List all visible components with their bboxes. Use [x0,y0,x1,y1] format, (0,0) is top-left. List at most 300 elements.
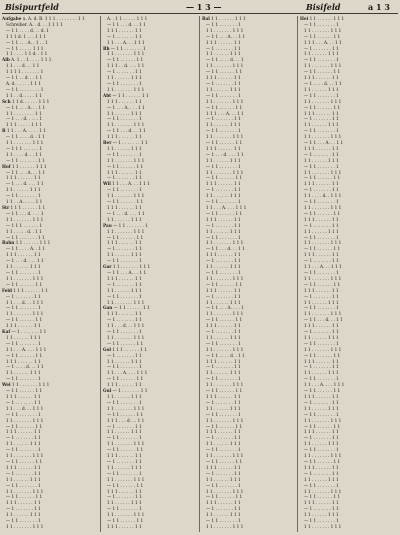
entry-name: Gol [103,346,111,352]
entry-text: — 1 1 . . . . . . 1 1 [107,57,144,63]
entry-text: 1 1 . . . . d. . . 1 1 [6,151,42,157]
entry-text: 1 1 . . . . . . . 1 1 1 [206,275,244,281]
entry-text: — 1 1 . . . . . . 1 1 [206,140,243,146]
entry-text: 1 1 . . . . . . 1 1 1 [304,122,339,128]
entry-text: 1 1 . . . . . . 1 1 1 [206,512,241,518]
entry-text: 1 1 1 . . . A. . . 1 1 [206,110,244,116]
entry-text: — 1 1 . . . d. . . 1 1 [107,21,146,27]
entry-text: 1 1 . . . . . . 1 1 1 [211,16,246,21]
entry-text: 1 1 . . . . . . . 1 1 1 [107,512,145,518]
entry-text: — 1 . . . . . . . 1 1 [304,329,339,335]
entry-text: 1 1 . . . . . . . 1 1 1 [304,346,342,352]
entry-text: 1 1 . . . . . . . 1 1 1 [107,228,145,234]
entry-name: Gar [103,264,112,270]
entry-text: — 1 1 . . . . . . . 1 [304,92,339,98]
entry-text: — 1 . . . . . . . 1 1 [6,293,41,299]
entry-text: — 1 1 . . . . . . 1 1 [304,246,341,252]
entry-text: 1 1 . . . . . . . 1 1 1 [6,417,44,423]
entry-text: — 1 . . . d. . . . 1 1 [6,181,44,187]
entry-text: — 1 1 . . . . d. . . d. 1 [6,27,49,33]
entry-text: 1 1 1 . . . . . . 1 1 [206,323,241,329]
column-divider [100,16,101,532]
entry-text: — 1 1 . . . . . . . 1 [107,116,142,122]
entry-name: Bahn [2,240,15,246]
entry-text: — 1 . . . A. . . . 1 1 [107,104,145,110]
entry-text: 1 1 . . . . . . . 1 1 1 [112,264,151,270]
entry-text: — 1 . . . . . . . 1 1 [304,364,339,370]
entry-text: 1 1 . . . . . . . 1 1 1 [6,275,44,281]
entry-text: 1 1 . . . . . . . 1 1 1 [304,523,342,529]
entry-text: — 1 1 . . . . . . . 1 [206,376,241,382]
entry-text: 1 1 . . . . . . . 1 1 1 [304,240,342,246]
entry-text: — 1 . . . . . . . 1 1 [304,506,339,512]
entry-text: — 1 1 1 . . . . . . 1 [6,145,43,151]
entry-text: — 1 1 . . . . . . . . 1 [6,86,44,92]
entry-text: — 1 1 . . . . . . 1 1 [6,423,43,429]
entry-text: 1 1 . . . . . . 1 1 1 [309,16,345,21]
entry-text: 1 1 . . . . . . . 1 1 1 [107,157,145,163]
entry-text: — 1 1 . . . . . . 1 1 [6,388,43,394]
entry-text: 1 1 . . . . . . 1 1 1 [206,51,241,57]
entry-text: — 1 1 . . . . A. . 1 1 [6,246,46,252]
entry-name: Feld [2,287,12,293]
entry-text: 1 1 1 . . . . . . 1 1 [6,394,41,399]
entry-text: A. d. . . . . . 1 1 1 [6,80,41,86]
entry-text: — 1 1 1 . . . . . . 1 [6,222,43,228]
entry-text: — 1 1 . . . . . . 1 1 [304,69,341,75]
entry-text: 1 1 . . . . . . 1 1 1 [107,358,142,364]
entry-text: 1 1 . . . . . . 1 1 1 [206,441,241,447]
entry-text: — 1 1 . . . . d. . 1 1 [206,352,245,358]
entry-text: — 1 . . . . . . . 1 1 [206,80,241,86]
entry-text: 1 1 . . . . . . . 1 1 1 [6,216,44,222]
entry-text: 1 1 . . . . . . . 1 1 1 [304,27,342,33]
entry-text: — 1 . . . . . . . 1 1 [206,399,241,405]
entry-text: 1 1 1 . . . . . . 1 1 [304,110,339,116]
entry-text: 1 1 1 . . . . . . 1 1 [107,275,142,281]
entry-text: — 1 1 . . . . . . 1 1 [6,458,43,464]
entry-text: — 1 1 . . . . . . . 1 [206,482,241,488]
entry-text: — 1 1 . . . . . . . 1 [206,199,241,205]
entry-text: — 1 . . . d. . . . 1 1 [107,210,145,216]
entry-text: 1 1 . . . . . . . . 1 1 [6,110,42,116]
entry-text: — 1 . . . . . . . 1 1 [206,45,241,51]
entry-text: 1 1 . . . d. . . 1 1 1 [6,405,44,411]
entry-text: 1 1 . . . . . . . 1 1 1 [6,523,44,529]
entry-text: — 1 1 . . . . . . 1 1 [113,305,150,311]
directory-column-1 [2,16,99,532]
entry-text: — 1 1 . . . d. . . 1 1 [304,317,343,323]
entry-text: — 1 1 . . . . . . . 1 [107,506,142,512]
entry-text: 1 1 . . . . . . . 1 1 1 [107,476,145,482]
entry-text: — 1 1 . . . . . 1 1 1 [6,45,44,51]
entry-text: — 1 . . . . . . . 1 1 [206,293,241,299]
entry-text: — 1 1 . . . . . . 1 1 [107,447,144,453]
entry-text: — 1 . . . d. . . . 1 1 [6,258,44,264]
entry-text: 1 1 . . . d. . . 1 1 1 [107,323,145,329]
entry-text: 1 1 . . . . . . 1 1 1 [304,441,339,447]
entry-text: — 1 1 . . . . . . . 1 [107,293,142,299]
entry-text: 1 1 . . . . . . 1 1 1 [6,441,41,447]
entry-text: 1 1 . . . A. . . . 1 1 1 [6,346,47,352]
entry-text: — 1 . . . . . . . 1 1 [206,116,241,122]
entry-text: — 1 . . . . . . . 1 1 [6,506,41,512]
entry-name: Wil [103,181,111,187]
entry-text: — 1 1 . . . . . . 1 1 [107,163,144,169]
entry-text: 1 1 . . . . . . 1 1 1 [304,334,339,340]
entry-name: Hof [2,163,11,169]
entry-text: — 1 1 . . . . . . 1 1 [6,317,43,323]
entry-text: — 1 . . . . . . . 1 1 [107,281,142,287]
entry-text: 1 1 . . . . . . . 1 1 1 [107,441,145,447]
header-right-keyword: Bisifeld [306,2,341,12]
entry-text: 1 1 . . . . . . . 1 1 1 [304,417,342,423]
entry-text: A. . 1 1 . . . . . 1 1 1 [107,16,148,21]
entry-text: — 1 1 . . . . . . . 1 [6,376,41,382]
entry-text: — 1 . . . . . . . 1 1 [304,293,339,299]
entry-text: 1 1 1 . . . . . . 1 1 [206,145,241,151]
entry-name: Str [2,205,10,210]
entry-name: Gul [103,388,112,394]
entry-text: 1 1 . . . . . . . 1 1 1 [206,453,244,459]
entry-text: 1 1 . . . . . . 1 1 1 [304,512,339,518]
entry-text: — 1 . . . . . . . 1 1 [206,364,241,370]
entry-text: 1 1 1 . . . . . . 1 1 [206,181,241,187]
entry-text: — 1 1 . . . . . . 1 1 [304,175,341,181]
entry-text: 1 1 1 d. 1 . . . 1 1 1 [6,33,46,39]
entry-text: — 1 1 . . . . . . . 1 [304,163,339,169]
entry-text: 1 1 . . . . . . 1 1 1 [304,405,339,411]
entry-text: 1 1 . . . . . . . 1 1 1 [206,134,244,140]
entry-name: Ber [103,140,112,146]
entry-text: — 1 1 . . . . . . . 1 [6,518,41,524]
entry-text: 1 1 1 . . . . . . 1 1 [304,145,339,151]
entry-text: 1 1 . . A. . . . . 1 1 [6,199,43,205]
entry-text: — 1 1 . . . A. . . 1 1 [304,140,344,146]
entry-text: 1 1 1 . . . . . . 1 1 [304,75,339,81]
entry-text: 1 1 . . . A. . . 1 1 1 [107,39,145,45]
entry-text: — 1 . . . . . . . 1 1 [304,470,339,476]
entry-text: 1 1 . . . . . . . 1 1 1 [107,86,145,92]
entry-text: 1 1 . . . . . . 1 1 1 [206,193,241,199]
entry-text: — 1 1 . . . A. . . 1 1 [6,104,46,110]
entry-text: — 1 1 . . . . . . 1 1 [304,281,341,287]
entry-text: 1 1 1 . . . . . . 1 1 [6,175,41,181]
entry-text: 1 1 1 . . . . . . 1 1 [6,429,41,435]
directory-entry [300,524,397,530]
entry-text: Schreiber. A. . d. . . 1 1 1 1 [6,21,63,27]
entry-text: 1 1 1 . . . . . . 1 1 [107,98,142,104]
entry-text: — 1 . . . . . . . 1 1 [6,435,41,441]
entry-text: — 1 1 . . . A. . . 1 1 [206,33,246,39]
entry-text: — 1 1 . . . . . . . 1 [6,482,41,488]
header-page-ref: a 1 3 [368,2,390,12]
entry-text: — 1 1 . . . . . . 1 1 [206,104,243,110]
entry-text: — 1 1 . . . . . . 1 1 [6,281,43,287]
entry-text: — 1 1 . . . . . . . 1 [107,151,142,157]
entry-text: — 1 1 . . . . . . . 1 [107,364,142,370]
entry-text: 1 1 . . . . . . . 1 1 1 [304,275,342,281]
entry-text: — 1 . . . . . . . 1 1 [304,435,339,441]
entry-text: — 1 1 . . . . . . . 1 [304,376,339,382]
entry-text: 1 1 . . . . . . . 1 1 1 [107,51,145,57]
entry-text: 1 1 1 . . . . . . 1 1 [206,464,241,470]
entry-text: — 1 1 . . . . . . . 1 [304,128,339,134]
entry-text: 1 1 . . . . . . 1 1 1 [107,145,142,151]
entry-text: — 1 1 . . . . . . 1 1 [304,423,341,429]
entry-text: 1 1 1 . . . . . . 1 1 [304,464,339,470]
entry-text: — 1 1 . . . . . . . 1 [206,234,241,240]
entry-text: — 1 . . . . . . . 1 1 [107,423,142,429]
entry-text: 1 1 . . . . . . 1 1 1 [206,299,241,305]
entry-text: 1 1 1 . . . . . . 1 1 [206,500,241,506]
entry-text: 1 1 . . . . . . 1 1 1 [206,157,241,163]
entry-text: — 1 . . . . . . . 1 1 [6,470,41,476]
entry-name: Aufgabe [2,16,22,21]
entry-text: 1 1 1 . . . . . . 1 1 [304,323,339,329]
entry-text: 1 1 . . . . . . . 1 1 1 [206,240,244,246]
header-rule [2,13,398,14]
entry-text: — 1 1 . . . . . . . 1 [110,45,146,51]
entry-text: — 1 1 . . . . . . . 1 [304,447,339,453]
entry-text: 1 1 . . . . . . 1 1 1 [206,122,241,128]
entry-text: 1 1 1 . . . . . . 1 1 [206,429,241,435]
entry-text: — 1 1 . . . . . . . 1 [6,305,41,311]
entry-name: Pau [103,222,112,228]
entry-text: — 1 1 . . . . . . 1 1 [107,234,144,240]
entry-text: 1 1 . . . . d. . 1 1 1 [304,193,342,199]
entry-text: 1 1 1 . . . . . . 1 1 [206,252,241,258]
entry-text: — 1 . . . . . . . 1 1 [107,246,142,252]
directory-column-4 [300,16,397,532]
entry-text: — 1 1 . . . . d. . . 1 [206,57,244,63]
entry-text: 1 1 . . . . . . 1 1 1 [206,334,241,340]
entry-name: Sch [2,98,11,104]
entry-text: 1 1 . . . . . . 1 1 1 [304,51,339,57]
entry-text: 1 1 1 . . . . . . 1 1 [112,346,147,352]
entry-name: B [2,128,6,134]
entry-text: 1 1 . . . . . . . 1 1 1 [304,134,342,140]
entry-text: 1 1 1 . . . . . . 1 1 [206,216,241,222]
entry-text: — 1 . . . . d. . . 1 1 [304,80,342,86]
entry-text: — 1 1 . . . . . . 1 1 [304,33,341,39]
entry-text: 1 1 1 . . . . . . 1 1 [107,27,142,33]
entry-text: 1 1 1 . . . . . . 1 1 [304,429,339,435]
entry-text: 1 1 . . . . . . . 1 1 1 [6,140,44,146]
entry-text: — 1 1 . . . . . . . 1 [206,411,241,417]
entry-text: 1 1 . . . . . . 1 1 1 [6,187,41,193]
entry-text: — 1 1 . . . . . . 1 1 [107,411,144,417]
entry-text: 1 1 . . . . . d. . 1 1 [6,228,42,234]
entry-text: — 1 . . . . . . . 1 1 [107,317,142,323]
entry-name: Rh [103,45,110,51]
entry-text: — 1 . . . . . . . 1 1 [107,458,142,464]
entry-text: 1 1 . . d. . . . . 1 1 [6,92,42,98]
entry-text: — 1 1 . . . . . . 1 1 [304,458,341,464]
entry-name: Wei [2,382,11,388]
entry-text: — 1 . . . . . . . 1 1 [6,399,41,405]
entry-text: — 1 1 . . . . . . . 1 [304,269,339,275]
entry-text: — 1 . . . . . . . 1 1 [107,494,142,500]
entry-text: — 1 1 . . . . . . . 1 1 [6,157,45,163]
entry-text: 1 1 . . . A. . . . 1 1 1 [107,370,148,376]
entry-text: — 1 1 . . . . . . . 1 [107,329,142,335]
entry-text: 1 1 1 . . . . . . 1 1 [107,488,142,494]
entry-text: — 1 1 . . d. . . 1 1 [6,75,43,81]
directory-entry [103,524,198,530]
entry-text: — 1 . . . . . . . 1 1 [304,187,339,193]
column-divider [297,16,298,532]
entry-text: 1 1 . . . . . . . 1 1 1 [206,346,244,352]
entry-text: 1 1 1 . . . . . . 1 1 [206,39,241,45]
entry-text: 1 1 1 . . . . . . 1 1 [304,500,339,506]
entry-text: — 1 . . . . . . . 1 1 [206,470,241,476]
entry-text: 1 1 . . . . . . . 1 1 1 [107,122,145,128]
entry-text: — 1 1 . . . . . . . 1 [206,128,241,134]
entry-text: — 1 . . . . . . . 1 1 [11,329,47,335]
entry-text: 1 1 . . . . . . . 1 1 1 [11,382,50,388]
entry-text: 1 1 . . . . . . . 1 1 1 [107,193,145,199]
entry-text: — 1 1 . . . . . . . 1 [206,269,241,275]
entry-text: 1 1 1 . . . . . . 1 1 [107,311,142,317]
entry-text: 1 1 . . . . 1 1 d. . 1 1 [6,51,48,57]
entry-text: — 1 . . . . . . . 1 1 [206,329,241,335]
entry-text: — 1 1 . . . . . . 1 1 [6,494,43,500]
entry-name: Kaf [2,329,11,335]
entry-text: — 1 1 . . . . . . 1 1 [206,423,243,429]
entry-text: A. 1 . . 1 . . . . 1 1 1 [11,57,52,63]
entry-name: Hei [300,16,309,21]
entry-text: 1 1 . . . . . . . 1 1 1 [304,98,342,104]
entry-text: — 1 1 . . . . . . . 1 [304,518,339,524]
entry-text: 1 1 . . . . . . 1 1 1 [304,157,339,163]
entry-text: — 1 1 . . . . . . 1 1 [107,518,144,524]
entry-text: 1 1 . . . . . . 1 1 1 [6,264,41,270]
entry-text: — 1 . . . . . . . 1 1 [304,258,339,264]
directory-column-2 [103,16,198,532]
entry-text: — 1 1 . . . . . . . 1 [304,57,339,63]
entry-text: 1 1 . . . . . . . 1 1 1 [107,334,145,340]
entry-text: — 1 1 . . . . . . 1 1 [107,376,144,382]
entry-text: 1 1 . . . . . . . 1 1 1 [107,299,145,305]
entry-text: 1 1 . . . . . . . 1 1 1 [304,205,342,210]
entry-text: — 1 1 . . . . . . 1 1 [206,388,243,394]
entry-text: — 1 1 . . . . . . 1 1 [206,281,243,287]
entry-text: 1 1 1 . . . . . . 1 1 [107,240,142,246]
entry-text: u. A. d. B. 1 1 1 . . . . . . . . 1 1 [22,16,85,21]
header-left-keyword: Bisipurtfeld [5,2,59,12]
directory-entry [2,524,99,530]
entry-text: — 1 1 . . . A. . . 1 1 [6,169,46,175]
entry-text: 1 1 . . . . . . 1 1 1 [304,228,339,234]
entry-text: 1 1 1 . . . . . . 1 1 [13,287,48,293]
entry-text: 1 1 . . . . . . 1 1 1 [107,252,142,258]
entry-text: — 1 1 . . . . . . . 1 [304,234,339,240]
directory-column-3 [202,16,296,532]
entry-text: 1 1 . . . . . . 1 1 1 [6,512,41,518]
entry-text: — 1 1 . . . . . . . 1 [304,411,339,417]
entry-text: — 1 1 . . . A. . 1 . . 1 [6,39,48,45]
entry-text: 1 1 . . . . . . 1 1 1 [304,299,339,305]
entry-text: 1 1 . . . . . . 1 1 1 [206,476,241,482]
entry-text: 1 1 1 . . . . . . 1 1 [6,252,41,258]
entry-text: — 1 1 . . . . . . . 1 [113,222,148,228]
entry-text: 1 1 d. . . . . . 1 1 1 [11,98,50,104]
entry-text: 1 1 . . . . . . . 1 1 1 [304,63,342,69]
entry-text: 1 1 . . . . . . 1 1 1 [15,240,51,246]
entry-text: — 1 1 . . . . . . 1 1 [107,482,144,488]
entry-text: 1 1 1 . . . . . . 1 1 [107,382,142,388]
entry-text: 1 1 . . . . . . 1 1 1 [206,264,241,270]
entry-text: 1 1 1 . . . . . . 1 1 [206,287,241,293]
entry-text: 1 1 1 . . . . . . 1 1 [304,216,339,222]
entry-text: — 1 . . . d. . . . 1 1 [206,151,244,157]
entry-text: 1 1 1 . . . . . . 1 1 [107,205,142,210]
entry-text: 1 1 . . . . . . 1 1 1 [206,370,241,376]
entry-text: 1 1 . . . . . . 1 1 1 [107,500,142,506]
entry-text: — 1 1 . . . . . . . 1 1 [6,234,45,240]
entry-text: 1 1 . . . . . . 1 1 1 [206,405,241,411]
entry-text: — 1 1 . . . . . . . 1 [6,411,41,417]
entry-text: — 1 1 . . . . . . . 1 [6,447,41,453]
entry-text: — 1 1 . . . . . . 1 1 [304,352,341,358]
entry-text: — 1 1 . . . . . . 1 1 [304,388,341,394]
entry-text: 1 1 1 . . . . . . 1 1 [206,358,241,364]
entry-text: 1 1 1 . . . . . . 1 1 [6,464,41,470]
entry-text: — 1 1 . . . . . . . 1 [304,340,339,346]
entry-text: 1 1 . . . . . . . 1 1 1 [6,453,44,459]
entry-text: 1 1 1 . . d. . . . 1 1 [107,63,145,69]
entry-text: — 1 . . . . . . . 1 1 [206,506,241,512]
entry-text: 1 1 . . . . . . 1 1 1 [6,370,41,376]
entry-text: 1 1 . . . . . . 1 1 1 [11,163,47,169]
entry-text: 1 1 1 . . . . . . 1 1 [107,523,142,529]
entry-text: 1 1 . . . . . . 1 1 1 [206,228,241,234]
entry-text: — 1 1 . . . A. . . 1 1 [107,269,147,275]
entry-text: — 1 1 . . . . . . 1 1 [107,340,144,346]
page-header [0,0,400,13]
entry-text: — 1 1 . . . . . . . 1 [206,163,241,169]
entry-text: — 1 1 . . . . . . . 1 [107,470,142,476]
entry-text: 1 1 . . . . . . 1 1 1 [107,429,142,435]
entry-text: — 1 1 . . . d. . . . 1 [6,210,44,216]
entry-text: — 1 . . . . . . . 1 1 [107,69,142,75]
entry-name: Bal [202,16,210,21]
entry-text: — 1 . . . . . . . 1 1 [304,399,339,405]
entry-text: 1 1 1 . . . . . . 1 1 [6,323,41,329]
entry-text: 1 1 1 . . . . . . 1 1 [206,75,241,81]
entry-text: 1 1 . . . . . . . 1 1 1 [206,311,244,317]
entry-text: 1 1 . . . d. . . 1 1 [6,63,40,69]
entry-text: 1 1 . . . . . . . 1 1 1 [206,63,244,69]
entry-text: — 1 1 . . . . . . 1 1 [304,494,341,500]
entry-text: 1 1 . . . . . . 1 1 1 [304,476,339,482]
entry-text: — 1 1 . . . . . . 1 1 [206,458,243,464]
entry-text: 1 1 . . . . . . 1 1 1 [6,476,41,482]
entry-text: — 1 1 . . . . . . . 1 [206,518,241,524]
entry-text: 1 1 1 . . . . . . 1 1 [107,169,142,175]
entry-text: 1 1 . . . A. . . . 1 1 1 [206,205,247,210]
entry-text: — 1 1 . . . . . . 1 1 [206,317,243,323]
entry-text: 1 1 1 . . . . . . 1 1 [304,394,339,399]
entry-text: — 1 1 . . . . . . 1 1 [304,210,341,216]
entry-text: — 1 . . . . . . . 1 1 [206,258,241,264]
entry-text: 1 1 . . . . . . . 1 1 1 [304,488,342,494]
entry-text: 1 1 . . . . . . . 1 1 1 [206,98,244,104]
entry-text: 1 1 . . . . . . 1 1 1 [107,464,142,470]
entry-text: — 1 1 . . . . . . . 1 [107,399,142,405]
entry-text: — 1 1 . . . . . . . 1 [206,447,241,453]
